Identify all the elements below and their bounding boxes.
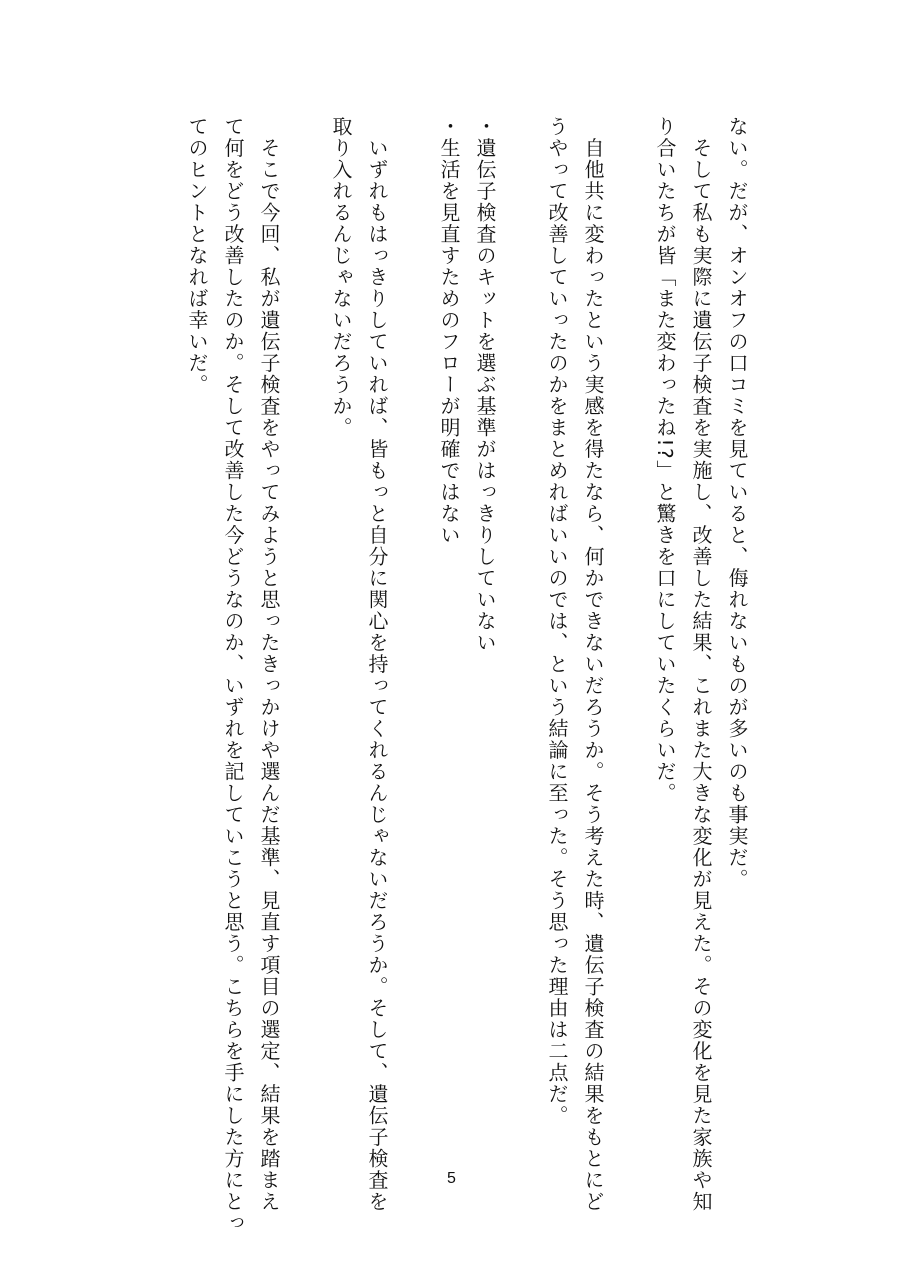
text-line: て何をどう改善したのか。そして改善した今どうなのか、いずれを記していこうと思う。こちらを手にした方にとっ <box>221 116 245 1234</box>
text-line: り合いたちが皆「また変わったね!?」と驚きを口にしていたくらいだ。 <box>653 116 677 805</box>
bullet-item: ・遺伝子検査のキットを選ぶ基準がはっきりしていない <box>473 116 497 654</box>
blank-line <box>611 116 647 1146</box>
vertical-body-text <box>179 116 755 1234</box>
text-line: 自他共に変わったという実感を得たなら、何かできないだろうか。そう考えた時、遺伝子検査の結果をもとにど <box>581 116 605 1213</box>
blank-line <box>395 116 431 1146</box>
text-line: いずれもはっきりしていれば、皆もっと自分に関心を持ってくれるんじゃないだろうか。そして、遺伝子検査を <box>365 116 389 1213</box>
text-line: そこで今回、私が遺伝子検査をやってみようと思ったきっかけや選んだ基準、見直す項目の選定、結果を踏まえ <box>257 116 281 1213</box>
text-line: ない。だが、オンオフの口コミを見ていると、侮れないものが多いのも事実だ。 <box>725 116 749 890</box>
text-line: そして私も実際に遺伝子検査を実施し、改善した結果、これまた大きな変化が見えた。その変化を見た家族や知 <box>689 116 713 1213</box>
text-line: 取り入れるんじゃないだろうか。 <box>329 116 353 439</box>
blank-line <box>287 116 323 1146</box>
text-line: てのヒントとなれば幸いだ。 <box>185 116 209 396</box>
page-number: 5 <box>447 1170 456 1187</box>
bullet-item: ・生活を見直すためのフローが明確ではない <box>437 116 461 546</box>
blank-line <box>503 116 539 1146</box>
text-line: うやって改善していったのかをまとめればいいのでは、という結論に至った。そう思った理由は二点だ。 <box>545 116 569 1127</box>
